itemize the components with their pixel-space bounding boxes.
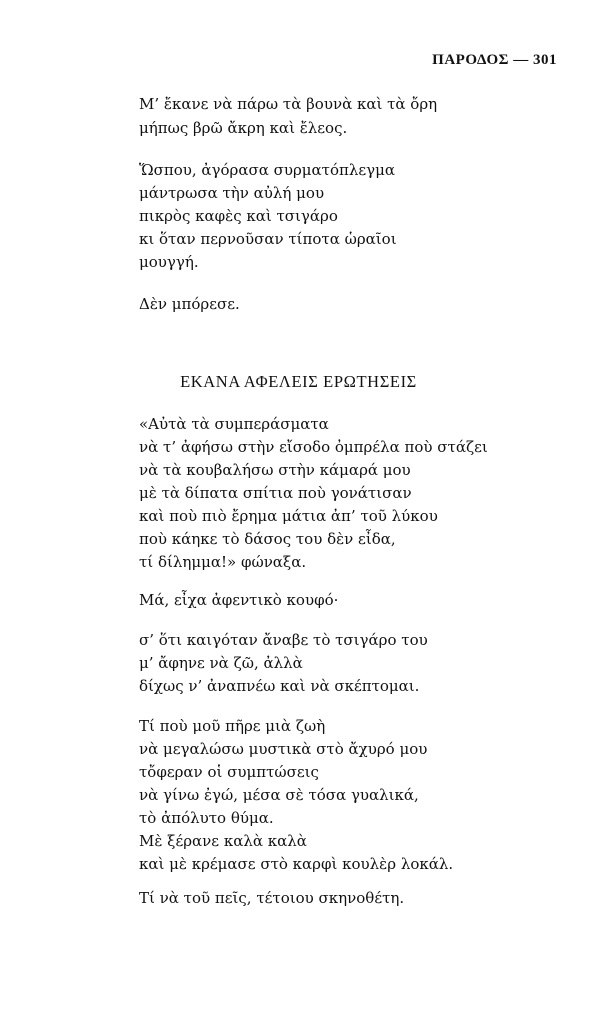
poem-line: νὰ γίνω ἐγώ, μέσα σὲ τόσα γυαλικά, [139, 786, 419, 804]
poem-line: νὰ τὰ κουβαλήσω στὴν κάμαρά μου [139, 461, 411, 479]
poem-line: Μά, εἶχα ἀφεντικὸ κουφό· [139, 591, 339, 609]
poem-line: δίχως ν’ ἀναπνέω καὶ νὰ σκέπτομαι. [139, 677, 420, 695]
poem-line: νὰ τ’ ἀφήσω στὴν εἴσοδο ὀμπρέλα ποὺ στάζει [139, 438, 488, 456]
poem-title: ΕΚΑΝΑ ΑΦΕΛΕΙΣ ΕΡΩΤΗΣΕΙΣ [180, 372, 417, 391]
poem-line: «Αὐτὰ τὰ συμπεράσματα [139, 415, 329, 433]
poem-line: μὲ τὰ δίπατα σπίτια ποὺ γονάτισαν [139, 484, 412, 502]
poem-line: νὰ μεγαλώσω μυστικὰ στὸ ἄχυρό μου [139, 740, 428, 758]
poem-line: τί δίλημμα!» φώναξα. [139, 553, 307, 571]
poem-line: πικρὸς καφὲς καὶ τσιγάρο [139, 207, 338, 225]
poem-line: μήπως βρῶ ἄκρη καὶ ἔλεος. [139, 119, 348, 137]
poem-line: μάντρωσα τὴν αὐλή μου [139, 184, 325, 202]
running-head: ΠΑΡΟΔΟΣ — 301 [432, 52, 557, 68]
poem-line: Ὥσπου, ἀγόρασα συρματόπλεγμα [139, 161, 395, 179]
poem-line: Δὲν μπόρεσε. [139, 295, 240, 313]
poem-line: Μ’ ἔκανε νὰ πάρω τὰ βουνὰ καὶ τὰ ὄρη [139, 95, 438, 113]
poem-line: κι ὅταν περνοῦσαν τίποτα ὡραῖοι [139, 230, 397, 248]
poem-line: Μὲ ξέρανε καλὰ καλὰ [139, 832, 307, 850]
poem-line: τὄφεραν οἱ συμπτώσεις [139, 763, 319, 781]
poem-line: μ’ ἄφηνε νὰ ζῶ, ἀλλὰ [139, 654, 303, 672]
poem-line: καὶ μὲ κρέμασε στὸ καρφὶ κουλὲρ λοκάλ. [139, 855, 454, 873]
poem-line: καὶ ποὺ πιὸ ἔρημα μάτια ἀπ’ τοῦ λύκου [139, 507, 438, 525]
poem-line: τὸ ἀπόλυτο θύμα. [139, 809, 274, 827]
poem-line: μουγγή. [139, 253, 199, 271]
poem-line: Τί ποὺ μοῦ πῆρε μιὰ ζωὴ [139, 717, 326, 735]
poem-line: Τί νὰ τοῦ πεῖς, τέτοιου σκηνοθέτη. [139, 889, 405, 907]
poem-line: ποὺ κάηκε τὸ δάσος του δὲν εἶδα, [139, 530, 396, 548]
poem-line: σ’ ὅτι καιγόταν ἄναβε τὸ τσιγάρο του [139, 631, 428, 649]
